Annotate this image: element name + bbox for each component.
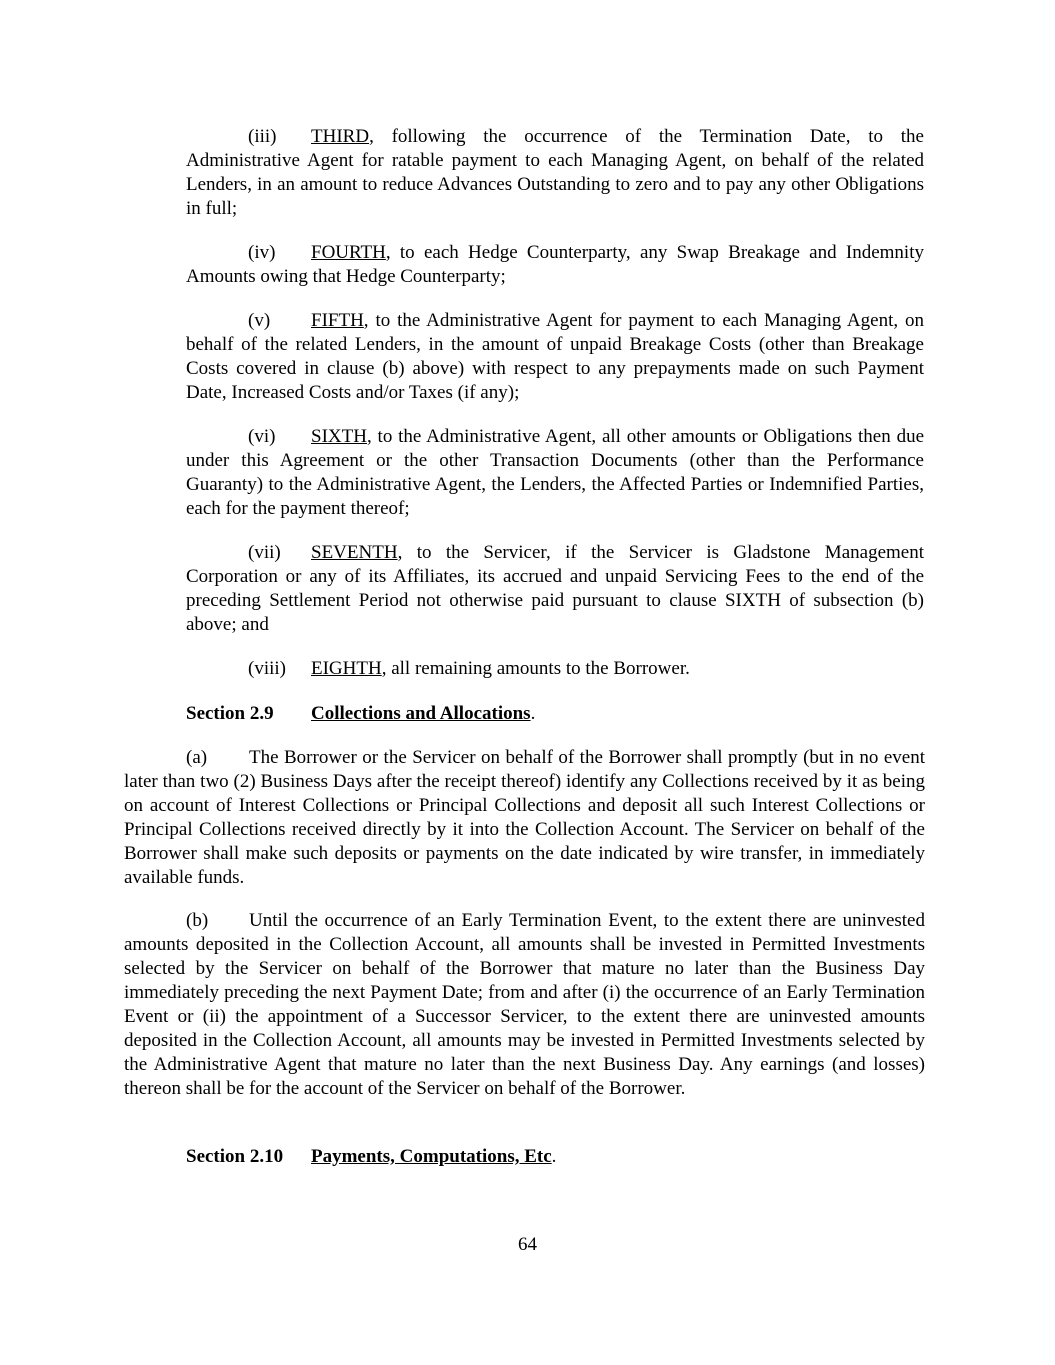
clause-label: FIFTH (311, 310, 364, 331)
clause-label: EIGHTH (311, 658, 382, 679)
clause-text: , following the occurrence of the Termination Date, to the Administrative Agent for ratable payment to each Managing Agent, on behalf of the related Lenders, in an amount to reduce Advances Outstanding to zero and to pay any other Obligations in full; (186, 126, 924, 219)
clause-number: (iv) (248, 242, 276, 263)
page-number: 64 (518, 1234, 537, 1255)
clause-number: (vi) (248, 426, 276, 447)
section-number: Section 2.9 (186, 703, 274, 724)
clause-label: THIRD (311, 126, 370, 147)
paragraph-a (124, 746, 925, 890)
clause-label: FOURTH (311, 242, 386, 263)
clause-number: (viii) (248, 658, 286, 679)
clause-viii (186, 657, 924, 681)
paragraph-b (124, 909, 925, 1101)
clause-number: (iii) (248, 126, 277, 147)
section-heading-2-10 (186, 1145, 556, 1169)
clause-label: SEVENTH (311, 542, 398, 563)
clause-vi (186, 425, 924, 521)
clause-text: , to each Hedge Counterparty, any Swap Breakage and Indemnity Amounts owing that Hedge Counterparty; (186, 242, 924, 287)
section-number: Section 2.10 (186, 1146, 284, 1167)
clause-text: , to the Administrative Agent, all other amounts or Obligations then due under this Agreement or the other Transaction Documents (other than the Performance Guaranty) to the Administrative Agent, the Lenders, the Affected Parties or Indemnified Parties, each for the payment thereof; (186, 426, 924, 519)
paragraph-text: The Borrower or the Servicer on behalf of the Borrower shall promptly (but in no event later than two (2) Business Days after the receipt thereof) identify any Collections received by it as being on account of Interest Collections or Principal Collections and deposit all such Interest Collections or Principal Collections received directly by it into the Collection Account. The Servicer on behalf of the Borrower shall make such deposits or payments on the date indicated by wire transfer, in immediately available funds. (124, 747, 925, 888)
section-title-period: . (551, 1146, 557, 1167)
clause-number: (vii) (248, 542, 281, 563)
clause-v (186, 309, 924, 405)
clause-text: , all remaining amounts to the Borrower. (381, 658, 690, 679)
paragraph-text: Until the occurrence of an Early Termination Event, to the extent there are uninvested amounts deposited in the Collection Account, all amounts shall be invested in Permitted Investments selected by the Servicer on behalf of the Borrower that mature no later than the Business Day immediately preceding the next Payment Date; from and after (i) the occurrence of an Early Termination Event or (ii) the appointment of a Successor Servicer, to the extent there are uninvested amounts deposited in the Collection Account, all amounts may be invested in Permitted Investments selected by the Administrative Agent that mature no later than the next Business Day. Any earnings (and losses) thereon shall be for the account of the Servicer on behalf of the Borrower. (124, 910, 925, 1099)
section-title: Collections and Allocations (311, 703, 531, 724)
clause-number: (v) (248, 310, 271, 331)
clause-label: SIXTH (311, 426, 367, 447)
clause-vii (186, 541, 924, 637)
clause-iv (186, 241, 924, 289)
paragraph-number: (b) (186, 910, 209, 931)
section-title-period: . (530, 703, 536, 724)
paragraph-number: (a) (186, 747, 208, 768)
clause-iii (186, 125, 924, 221)
clause-text: , to the Servicer, if the Servicer is Gladstone Management Corporation or any of its Affiliates, its accrued and unpaid Servicing Fees to the end of the preceding Settlement Period not otherwise paid pursuant to clause SIXTH of subsection (b) above; and (186, 542, 924, 635)
clause-text: , to the Administrative Agent for payment to each Managing Agent, on behalf of the related Lenders, in the amount of unpaid Breakage Costs (other than Breakage Costs covered in clause (b) above) with respect to any prepayments made on such Payment Date, Increased Costs and/or Taxes (if any); (186, 310, 924, 403)
section-heading-2-9 (186, 702, 535, 726)
section-title: Payments, Computations, Etc (311, 1146, 552, 1167)
